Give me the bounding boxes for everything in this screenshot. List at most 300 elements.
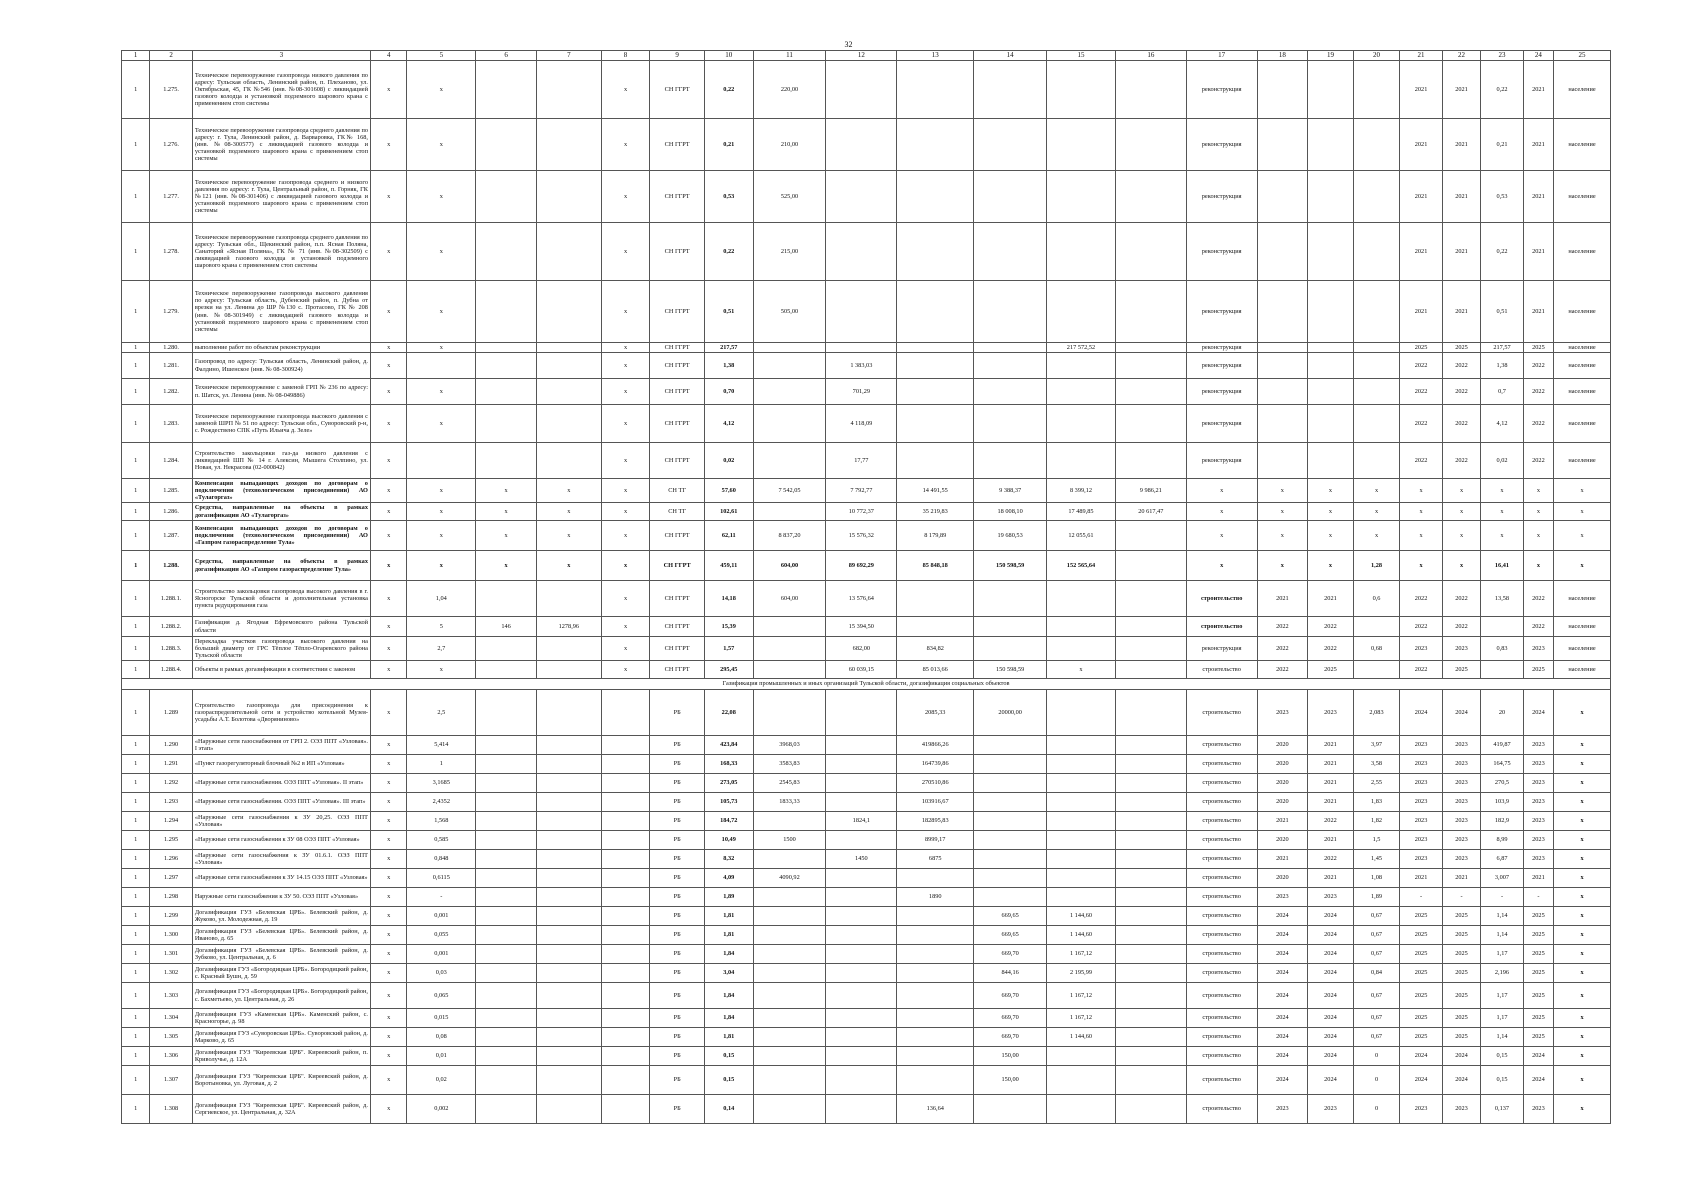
- cell-col-1: 1: [122, 1095, 150, 1124]
- cell-col-3: Догазификация ГУЗ «Богородицкая ЦРБ». Богородицкий район, с. Красный Бушн, д. 59: [192, 964, 370, 983]
- cell-col-18: 2022: [1257, 661, 1308, 679]
- cell-col-6: [476, 379, 537, 405]
- column-header-9: 9: [650, 51, 705, 61]
- cell-col-25: население: [1554, 581, 1611, 617]
- cell-col-5: 0,002: [407, 1095, 476, 1124]
- cell-col-16: [1115, 1028, 1186, 1047]
- cell-col-6: [476, 736, 537, 755]
- cell-col-19: 2021: [1308, 793, 1354, 812]
- cell-col-20: [1353, 443, 1400, 479]
- cell-col-14: [974, 793, 1047, 812]
- cell-col-12: [826, 690, 897, 736]
- table-row: [122, 907, 1611, 926]
- cell-col-12: 7 792,77: [826, 479, 897, 503]
- cell-col-17: реконструкция: [1186, 119, 1257, 171]
- cell-col-16: [1115, 617, 1186, 637]
- cell-col-17: x: [1186, 503, 1257, 521]
- cell-col-11: [753, 983, 826, 1009]
- cell-col-20: 0,67: [1353, 1009, 1400, 1028]
- table-row: [122, 774, 1611, 793]
- cell-col-16: [1115, 661, 1186, 679]
- cell-col-4: x: [370, 581, 406, 617]
- cell-col-22: 2021: [1442, 281, 1480, 343]
- table-row: [122, 926, 1611, 945]
- cell-col-15: [1047, 793, 1116, 812]
- cell-col-6: [476, 945, 537, 964]
- cell-col-4: x: [370, 119, 406, 171]
- cell-col-20: [1353, 379, 1400, 405]
- cell-col-15: 1 167,12: [1047, 983, 1116, 1009]
- cell-col-2: 1.305: [150, 1028, 193, 1047]
- cell-col-23: 1,38: [1481, 353, 1524, 379]
- cell-col-5: 1: [407, 755, 476, 774]
- cell-col-2: 1.278.: [150, 223, 193, 281]
- cell-col-24: x: [1523, 479, 1553, 503]
- cell-col-18: 2020: [1257, 831, 1308, 850]
- cell-col-6: [476, 405, 537, 443]
- cell-col-8: x: [601, 171, 650, 223]
- cell-col-19: [1308, 61, 1354, 119]
- cell-col-1: 1: [122, 661, 150, 679]
- cell-col-11: [753, 812, 826, 831]
- cell-col-7: [536, 869, 601, 888]
- cell-col-9: РБ: [650, 831, 705, 850]
- cell-col-11: [753, 661, 826, 679]
- cell-col-20: [1353, 61, 1400, 119]
- cell-col-10: 1,81: [704, 907, 753, 926]
- cell-col-2: 1.300: [150, 926, 193, 945]
- cell-col-24: 2023: [1523, 637, 1553, 661]
- cell-col-17: реконструкция: [1186, 281, 1257, 343]
- cell-col-6: [476, 61, 537, 119]
- cell-col-3: Наружные сети газоснабжения к ЗУ 50. ОЭЗ ППТ «Узловая»: [192, 888, 370, 907]
- cell-col-13: 85 013,66: [897, 661, 974, 679]
- cell-col-6: [476, 850, 537, 869]
- cell-col-20: 0,6: [1353, 581, 1400, 617]
- cell-col-21: 2021: [1400, 223, 1443, 281]
- column-header-23: 23: [1481, 51, 1524, 61]
- cell-col-22: 2021: [1442, 223, 1480, 281]
- cell-col-24: x: [1523, 521, 1553, 551]
- table-row: [122, 171, 1611, 223]
- cell-col-25: x: [1554, 907, 1611, 926]
- cell-col-12: [826, 736, 897, 755]
- cell-col-20: 0,68: [1353, 637, 1400, 661]
- cell-col-25: x: [1554, 1028, 1611, 1047]
- cell-col-15: [1047, 171, 1116, 223]
- cell-col-12: 13 576,64: [826, 581, 897, 617]
- cell-col-14: 150 598,59: [974, 661, 1047, 679]
- cell-col-11: 525,00: [753, 171, 826, 223]
- cell-col-23: 419,87: [1481, 736, 1524, 755]
- cell-col-9: РБ: [650, 1047, 705, 1066]
- cell-col-4: x: [370, 405, 406, 443]
- cell-col-20: [1353, 223, 1400, 281]
- cell-col-12: 701,29: [826, 379, 897, 405]
- cell-col-14: [974, 171, 1047, 223]
- cell-col-14: [974, 888, 1047, 907]
- cell-col-11: [753, 945, 826, 964]
- cell-col-23: 3,007: [1481, 869, 1524, 888]
- cell-col-3: Строительство газопровода для присоединения к газораспределительной сети и устройство котельной Музея-усадьбы А.Т. Болотова «Дворяниново»: [192, 690, 370, 736]
- cell-col-11: 3583,83: [753, 755, 826, 774]
- cell-col-2: 1.281.: [150, 353, 193, 379]
- cell-col-4: x: [370, 171, 406, 223]
- cell-col-20: [1353, 281, 1400, 343]
- cell-col-10: 423,84: [704, 736, 753, 755]
- cell-col-5: x: [407, 171, 476, 223]
- cell-col-16: [1115, 926, 1186, 945]
- cell-col-23: 0,15: [1481, 1066, 1524, 1095]
- cell-col-4: x: [370, 551, 406, 581]
- cell-col-13: [897, 617, 974, 637]
- cell-col-2: 1.289: [150, 690, 193, 736]
- cell-col-5: 0,6115: [407, 869, 476, 888]
- cell-col-23: [1481, 661, 1524, 679]
- cell-col-21: 2023: [1400, 850, 1443, 869]
- cell-col-4: x: [370, 343, 406, 353]
- cell-col-7: [536, 926, 601, 945]
- cell-col-15: 1 144,60: [1047, 1028, 1116, 1047]
- cell-col-23: 8,99: [1481, 831, 1524, 850]
- cell-col-9: РБ: [650, 850, 705, 869]
- cell-col-19: x: [1308, 521, 1354, 551]
- cell-col-2: 1.303: [150, 983, 193, 1009]
- cell-col-22: x: [1442, 479, 1480, 503]
- cell-col-16: [1115, 281, 1186, 343]
- table-row: [122, 690, 1611, 736]
- cell-col-3: «Наружные сети газоснабжения от ГРП 2. ОЭЗ ППТ «Узловая». I этап»: [192, 736, 370, 755]
- cell-col-3: Догазификация ГУЗ "Киреевская ЦРБ". Киреевский район, д. Сергиевское, ул. Центральная, д. 32А: [192, 1095, 370, 1124]
- cell-col-14: 150,00: [974, 1066, 1047, 1095]
- cell-col-22: 2025: [1442, 907, 1480, 926]
- cell-col-22: x: [1442, 503, 1480, 521]
- cell-col-9: СН ГГРТ: [650, 379, 705, 405]
- cell-col-19: 2021: [1308, 869, 1354, 888]
- cell-col-11: 8 837,20: [753, 521, 826, 551]
- cell-col-4: x: [370, 831, 406, 850]
- cell-col-14: 9 388,37: [974, 479, 1047, 503]
- table-row: [122, 1047, 1611, 1066]
- cell-col-21: x: [1400, 551, 1443, 581]
- column-header-4: 4: [370, 51, 406, 61]
- table-row: [122, 223, 1611, 281]
- cell-col-11: 604,00: [753, 551, 826, 581]
- cell-col-5: x: [407, 479, 476, 503]
- cell-col-20: [1353, 617, 1400, 637]
- cell-col-5: 0,848: [407, 850, 476, 869]
- cell-col-3: Догазификация ГУЗ «Белевская ЦРБ». Белевский район, д. Иваново, д. 65: [192, 926, 370, 945]
- cell-col-9: СН ТГ: [650, 479, 705, 503]
- cell-col-23: x: [1481, 479, 1524, 503]
- cell-col-10: 62,11: [704, 521, 753, 551]
- cell-col-23: 0,21: [1481, 119, 1524, 171]
- cell-col-9: РБ: [650, 926, 705, 945]
- cell-col-10: 4,12: [704, 405, 753, 443]
- cell-col-21: 2025: [1400, 983, 1443, 1009]
- cell-col-19: 2022: [1308, 637, 1354, 661]
- cell-col-14: 669,70: [974, 1009, 1047, 1028]
- cell-col-23: x: [1481, 521, 1524, 551]
- cell-col-22: 2025: [1442, 1028, 1480, 1047]
- cell-col-3: Газопровод по адресу: Тульская область, Ленинский район, д. Фалдино, Ишенское (инв. № 08-300924): [192, 353, 370, 379]
- cell-col-22: 2025: [1442, 983, 1480, 1009]
- cell-col-12: [826, 1009, 897, 1028]
- cell-col-19: 2022: [1308, 812, 1354, 831]
- cell-col-13: 834,82: [897, 637, 974, 661]
- cell-col-6: [476, 343, 537, 353]
- cell-col-6: [476, 812, 537, 831]
- cell-col-24: x: [1523, 551, 1553, 581]
- cell-col-13: [897, 1047, 974, 1066]
- cell-col-9: СН ГГРТ: [650, 443, 705, 479]
- cell-col-1: 1: [122, 281, 150, 343]
- cell-col-12: [826, 907, 897, 926]
- cell-col-21: 2025: [1400, 926, 1443, 945]
- cell-col-20: 0: [1353, 1066, 1400, 1095]
- cell-col-16: [1115, 869, 1186, 888]
- cell-col-10: 1,81: [704, 926, 753, 945]
- cell-col-2: 1.288.4.: [150, 661, 193, 679]
- cell-col-22: 2023: [1442, 831, 1480, 850]
- cell-col-9: СН ГГРТ: [650, 119, 705, 171]
- cell-col-1: 1: [122, 831, 150, 850]
- table-row: [122, 343, 1611, 353]
- cell-col-17: строительство: [1186, 1095, 1257, 1124]
- cell-col-22: 2025: [1442, 945, 1480, 964]
- cell-col-7: [536, 581, 601, 617]
- cell-col-15: [1047, 637, 1116, 661]
- cell-col-22: 2023: [1442, 850, 1480, 869]
- cell-col-24: 2023: [1523, 812, 1553, 831]
- cell-col-1: 1: [122, 637, 150, 661]
- cell-col-3: «Пункт газорегуляторный блочный №2 в ИП «Узловая»: [192, 755, 370, 774]
- cell-col-8: [601, 1009, 650, 1028]
- cell-col-24: 2023: [1523, 774, 1553, 793]
- cell-col-15: [1047, 61, 1116, 119]
- cell-col-20: x: [1353, 521, 1400, 551]
- cell-col-13: [897, 353, 974, 379]
- cell-col-23: 1,14: [1481, 907, 1524, 926]
- cell-col-13: [897, 581, 974, 617]
- cell-col-14: 669,70: [974, 983, 1047, 1009]
- cell-col-9: СН ГГРТ: [650, 61, 705, 119]
- cell-col-7: [536, 1095, 601, 1124]
- cell-col-17: строительство: [1186, 774, 1257, 793]
- cell-col-22: 2024: [1442, 690, 1480, 736]
- cell-col-16: [1115, 379, 1186, 405]
- cell-col-17: реконструкция: [1186, 61, 1257, 119]
- cell-col-1: 1: [122, 983, 150, 1009]
- cell-col-14: 18 008,10: [974, 503, 1047, 521]
- cell-col-25: население: [1554, 617, 1611, 637]
- cell-col-14: 844,16: [974, 964, 1047, 983]
- cell-col-5: x: [407, 551, 476, 581]
- cell-col-10: 0,51: [704, 281, 753, 343]
- table-row: [122, 551, 1611, 581]
- cell-col-24: 2025: [1523, 945, 1553, 964]
- cell-col-12: [826, 774, 897, 793]
- cell-col-21: 2023: [1400, 736, 1443, 755]
- cell-col-13: [897, 119, 974, 171]
- cell-col-7: [536, 119, 601, 171]
- column-header-12: 12: [826, 51, 897, 61]
- cell-col-1: 1: [122, 479, 150, 503]
- cell-col-23: 0,137: [1481, 1095, 1524, 1124]
- cell-col-14: [974, 774, 1047, 793]
- cell-col-2: 1.308: [150, 1095, 193, 1124]
- cell-col-21: 2025: [1400, 1009, 1443, 1028]
- cell-col-23: 0,83: [1481, 637, 1524, 661]
- cell-col-2: 1.279.: [150, 281, 193, 343]
- table-row: [122, 831, 1611, 850]
- cell-col-10: 1,81: [704, 1028, 753, 1047]
- cell-col-22: 2023: [1442, 812, 1480, 831]
- cell-col-15: [1047, 736, 1116, 755]
- cell-col-2: 1.297: [150, 869, 193, 888]
- cell-col-19: 2025: [1308, 661, 1354, 679]
- cell-col-25: x: [1554, 831, 1611, 850]
- cell-col-11: 215,00: [753, 223, 826, 281]
- cell-col-2: 1.282.: [150, 379, 193, 405]
- cell-col-18: [1257, 171, 1308, 223]
- column-header-2: 2: [150, 51, 193, 61]
- cell-col-25: население: [1554, 353, 1611, 379]
- table-row: [122, 503, 1611, 521]
- cell-col-8: [601, 1095, 650, 1124]
- cell-col-20: 0,84: [1353, 964, 1400, 983]
- cell-col-4: x: [370, 443, 406, 479]
- cell-col-1: 1: [122, 119, 150, 171]
- cell-col-25: x: [1554, 736, 1611, 755]
- cell-col-17: реконструкция: [1186, 353, 1257, 379]
- cell-col-13: [897, 281, 974, 343]
- cell-col-13: 270510,86: [897, 774, 974, 793]
- cell-col-17: строительство: [1186, 945, 1257, 964]
- cell-col-9: РБ: [650, 812, 705, 831]
- cell-col-5: 5: [407, 617, 476, 637]
- cell-col-12: [826, 983, 897, 1009]
- column-header-13: 13: [897, 51, 974, 61]
- cell-col-23: 103,9: [1481, 793, 1524, 812]
- cell-col-24: 2025: [1523, 661, 1553, 679]
- cell-col-16: [1115, 521, 1186, 551]
- cell-col-4: x: [370, 503, 406, 521]
- cell-col-8: x: [601, 343, 650, 353]
- cell-col-21: x: [1400, 521, 1443, 551]
- cell-col-14: [974, 379, 1047, 405]
- cell-col-1: 1: [122, 1047, 150, 1066]
- cell-col-25: x: [1554, 812, 1611, 831]
- cell-col-1: 1: [122, 690, 150, 736]
- cell-col-22: x: [1442, 521, 1480, 551]
- cell-col-5: x: [407, 343, 476, 353]
- cell-col-15: 17 489,85: [1047, 503, 1116, 521]
- cell-col-24: 2022: [1523, 379, 1553, 405]
- cell-col-24: 2021: [1523, 61, 1553, 119]
- cell-col-25: население: [1554, 443, 1611, 479]
- cell-col-20: 1,82: [1353, 812, 1400, 831]
- cell-col-6: [476, 774, 537, 793]
- cell-col-8: x: [601, 551, 650, 581]
- cell-col-25: x: [1554, 479, 1611, 503]
- cell-col-13: [897, 343, 974, 353]
- table-row: [122, 1009, 1611, 1028]
- cell-col-11: [753, 379, 826, 405]
- cell-col-25: x: [1554, 850, 1611, 869]
- cell-col-16: [1115, 793, 1186, 812]
- investment-program-table: [121, 50, 1611, 1124]
- cell-col-15: [1047, 581, 1116, 617]
- cell-col-22: 2022: [1442, 443, 1480, 479]
- cell-col-23: 0,22: [1481, 223, 1524, 281]
- cell-col-16: [1115, 353, 1186, 379]
- cell-col-14: 669,70: [974, 945, 1047, 964]
- cell-col-25: x: [1554, 926, 1611, 945]
- cell-col-8: [601, 793, 650, 812]
- cell-col-19: [1308, 119, 1354, 171]
- cell-col-17: строительство: [1186, 1047, 1257, 1066]
- cell-col-17: строительство: [1186, 812, 1257, 831]
- cell-col-24: 2021: [1523, 869, 1553, 888]
- cell-col-5: 0,02: [407, 1066, 476, 1095]
- cell-col-1: 1: [122, 964, 150, 983]
- cell-col-24: 2022: [1523, 581, 1553, 617]
- cell-col-23: 0,02: [1481, 443, 1524, 479]
- cell-col-21: 2023: [1400, 793, 1443, 812]
- cell-col-20: 0: [1353, 1095, 1400, 1124]
- cell-col-10: 0,53: [704, 171, 753, 223]
- cell-col-16: [1115, 119, 1186, 171]
- cell-col-11: [753, 503, 826, 521]
- cell-col-19: 2024: [1308, 1009, 1354, 1028]
- cell-col-21: 2024: [1400, 1066, 1443, 1095]
- cell-col-19: [1308, 379, 1354, 405]
- cell-col-10: 15,39: [704, 617, 753, 637]
- cell-col-5: x: [407, 223, 476, 281]
- cell-col-19: 2022: [1308, 617, 1354, 637]
- cell-col-6: x: [476, 503, 537, 521]
- cell-col-24: 2025: [1523, 1009, 1553, 1028]
- cell-col-4: x: [370, 1028, 406, 1047]
- cell-col-4: x: [370, 1009, 406, 1028]
- cell-col-18: [1257, 353, 1308, 379]
- cell-col-3: выполнение работ по объектам реконструкции: [192, 343, 370, 353]
- cell-col-16: [1115, 888, 1186, 907]
- cell-col-25: x: [1554, 521, 1611, 551]
- table-row: [122, 479, 1611, 503]
- cell-col-14: [974, 405, 1047, 443]
- cell-col-25: x: [1554, 690, 1611, 736]
- cell-col-18: 2021: [1257, 581, 1308, 617]
- cell-col-1: 1: [122, 774, 150, 793]
- cell-col-17: x: [1186, 479, 1257, 503]
- cell-col-23: -: [1481, 888, 1524, 907]
- cell-col-4: x: [370, 945, 406, 964]
- cell-col-18: [1257, 443, 1308, 479]
- cell-col-13: [897, 405, 974, 443]
- cell-col-3: Догазификация ГУЗ «Суворовская ЦРБ». Суворовский район, д. Марково, д. 65: [192, 1028, 370, 1047]
- table-row: [122, 443, 1611, 479]
- cell-col-18: 2024: [1257, 945, 1308, 964]
- cell-col-1: 1: [122, 755, 150, 774]
- cell-col-23: 4,12: [1481, 405, 1524, 443]
- cell-col-17: строительство: [1186, 850, 1257, 869]
- column-header-25: 25: [1554, 51, 1611, 61]
- cell-col-23: 270,5: [1481, 774, 1524, 793]
- cell-col-7: [536, 661, 601, 679]
- cell-col-1: 1: [122, 736, 150, 755]
